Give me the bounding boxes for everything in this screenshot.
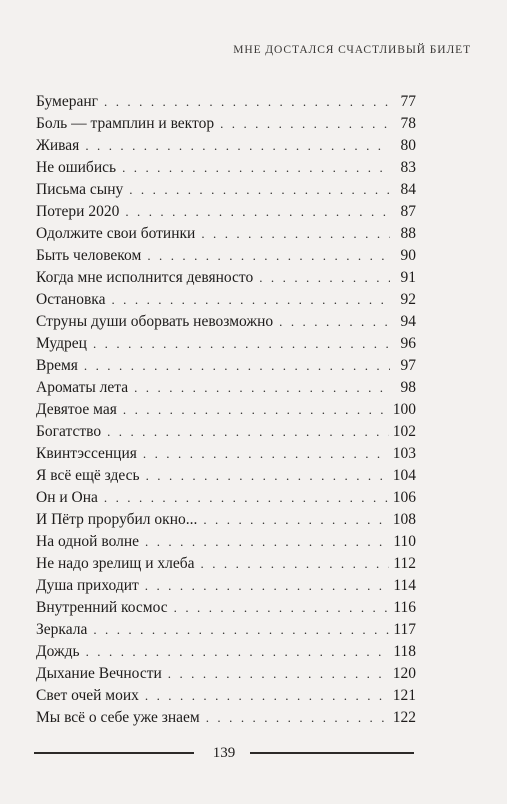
footer-rule-right bbox=[250, 752, 414, 754]
toc-entry-title: Квинтэссенция bbox=[36, 445, 137, 462]
toc-entry-page: 103 bbox=[392, 445, 416, 462]
toc-entry-page: 106 bbox=[392, 489, 416, 506]
toc-entry-page: 87 bbox=[400, 203, 416, 220]
toc-entry-page: 102 bbox=[392, 423, 416, 440]
toc-leader-dots bbox=[145, 531, 389, 553]
toc-entry-title: Дыхание Вечности bbox=[36, 665, 162, 682]
toc-entry bbox=[36, 597, 416, 619]
toc-leader-dots bbox=[123, 399, 389, 421]
toc-entry-title: Я всё ещё здесь bbox=[36, 467, 140, 484]
toc-leader-dots bbox=[134, 377, 390, 399]
toc-entry bbox=[36, 465, 416, 487]
toc-entry-page: 83 bbox=[400, 159, 416, 176]
toc-entry-title: Мудрец bbox=[36, 335, 87, 352]
toc-leader-dots bbox=[146, 465, 389, 487]
toc-entry-title: Свет очей моих bbox=[36, 687, 139, 704]
toc-entry-title: Живая bbox=[36, 137, 80, 154]
toc-entry bbox=[36, 575, 416, 597]
toc-entry-title: Ароматы лета bbox=[36, 379, 129, 396]
toc-entry-page: 78 bbox=[400, 115, 416, 132]
toc-leader-dots bbox=[107, 421, 389, 443]
toc-leader-dots bbox=[104, 91, 390, 113]
toc-leader-dots bbox=[168, 663, 389, 685]
toc-entry-title: На одной волне bbox=[36, 533, 140, 550]
toc-entry-page: 110 bbox=[393, 533, 416, 550]
toc-entry bbox=[36, 267, 416, 289]
toc-entry-page: 120 bbox=[392, 665, 416, 682]
toc-entry-page: 116 bbox=[393, 599, 416, 616]
toc-entry-page: 80 bbox=[400, 137, 416, 154]
toc-leader-dots bbox=[143, 443, 389, 465]
toc-entry-title: Душа приходит bbox=[36, 577, 139, 594]
toc-entry bbox=[36, 289, 416, 311]
toc-entry-page: 88 bbox=[400, 225, 416, 242]
table-of-contents bbox=[36, 91, 416, 729]
toc-entry-title: Время bbox=[36, 357, 78, 374]
toc-entry bbox=[36, 663, 416, 685]
toc-entry bbox=[36, 113, 416, 135]
running-head: МНЕ ДОСТАЛСЯ СЧАСТЛИВЫЙ БИЛЕТ bbox=[233, 44, 471, 56]
toc-leader-dots bbox=[147, 245, 390, 267]
toc-entry-page: 118 bbox=[393, 643, 416, 660]
toc-leader-dots bbox=[85, 135, 390, 157]
page-footer bbox=[34, 744, 414, 762]
toc-entry-page: 91 bbox=[400, 269, 416, 286]
toc-entry bbox=[36, 355, 416, 377]
toc-entry-title: Письма сыну bbox=[36, 181, 124, 198]
toc-entry-title: И Пётр прорубил окно... bbox=[36, 511, 198, 528]
toc-entry bbox=[36, 641, 416, 663]
toc-entry bbox=[36, 553, 416, 575]
toc-entry bbox=[36, 311, 416, 333]
toc-entry-page: 121 bbox=[392, 687, 416, 704]
toc-entry-title: Дождь bbox=[36, 643, 80, 660]
toc-entry-page: 112 bbox=[393, 555, 416, 572]
toc-entry bbox=[36, 443, 416, 465]
toc-entry bbox=[36, 245, 416, 267]
toc-entry-page: 117 bbox=[393, 621, 416, 638]
toc-leader-dots bbox=[93, 333, 390, 355]
toc-entry bbox=[36, 135, 416, 157]
toc-entry bbox=[36, 201, 416, 223]
toc-entry-title: Не ошибись bbox=[36, 159, 117, 176]
toc-leader-dots bbox=[201, 553, 390, 575]
toc-entry-page: 90 bbox=[400, 247, 416, 264]
toc-entry-title: Потери 2020 bbox=[36, 203, 120, 220]
toc-leader-dots bbox=[220, 113, 390, 135]
toc-leader-dots bbox=[129, 179, 390, 201]
toc-entry-page: 92 bbox=[400, 291, 416, 308]
toc-entry-page: 114 bbox=[393, 577, 416, 594]
toc-leader-dots bbox=[259, 267, 390, 289]
toc-leader-dots bbox=[174, 597, 390, 619]
toc-entry-page: 84 bbox=[400, 181, 416, 198]
toc-entry bbox=[36, 223, 416, 245]
toc-leader-dots bbox=[125, 201, 390, 223]
toc-entry-title: Струны души оборвать невозможно bbox=[36, 313, 274, 330]
toc-entry-title: Девятое мая bbox=[36, 401, 117, 418]
toc-leader-dots bbox=[93, 619, 389, 641]
toc-leader-dots bbox=[206, 707, 389, 729]
toc-leader-dots bbox=[145, 575, 390, 597]
toc-entry-title: Быть человеком bbox=[36, 247, 142, 264]
toc-leader-dots bbox=[111, 289, 390, 311]
toc-entry-title: Одолжите свои ботинки bbox=[36, 225, 196, 242]
toc-entry bbox=[36, 399, 416, 421]
toc-entry bbox=[36, 179, 416, 201]
toc-entry-title: Остановка bbox=[36, 291, 106, 308]
toc-leader-dots bbox=[104, 487, 389, 509]
toc-entry-title: Боль — трамплин и вектор bbox=[36, 115, 215, 132]
page-number: 139 bbox=[212, 745, 236, 761]
toc-entry bbox=[36, 421, 416, 443]
toc-leader-dots bbox=[279, 311, 390, 333]
toc-entry-title: Зеркала bbox=[36, 621, 88, 638]
toc-entry-title: Мы всё о себе уже знаем bbox=[36, 709, 200, 726]
toc-entry-title: Внутренний космос bbox=[36, 599, 168, 616]
toc-entry bbox=[36, 487, 416, 509]
toc-entry bbox=[36, 377, 416, 399]
toc-entry bbox=[36, 91, 416, 113]
toc-leader-dots bbox=[203, 509, 388, 531]
toc-entry-page: 96 bbox=[400, 335, 416, 352]
toc-entry-title: Он и Она bbox=[36, 489, 98, 506]
toc-entry-title: Когда мне исполнится девяносто bbox=[36, 269, 254, 286]
toc-entry-title: Бумеранг bbox=[36, 93, 99, 110]
toc-entry-page: 122 bbox=[392, 709, 416, 726]
toc-entry bbox=[36, 157, 416, 179]
toc-entry-page: 104 bbox=[392, 467, 416, 484]
toc-leader-dots bbox=[86, 641, 390, 663]
toc-entry-page: 98 bbox=[400, 379, 416, 396]
toc-entry bbox=[36, 333, 416, 355]
toc-entry bbox=[36, 707, 416, 729]
toc-entry bbox=[36, 685, 416, 707]
toc-entry-title: Богатство bbox=[36, 423, 102, 440]
toc-leader-dots bbox=[145, 685, 389, 707]
toc-entry bbox=[36, 619, 416, 641]
toc-entry-page: 94 bbox=[400, 313, 416, 330]
toc-entry-page: 108 bbox=[392, 511, 416, 528]
toc-leader-dots bbox=[84, 355, 390, 377]
toc-entry bbox=[36, 509, 416, 531]
toc-entry-page: 77 bbox=[400, 93, 416, 110]
toc-entry-page: 100 bbox=[392, 401, 416, 418]
toc-entry-page: 97 bbox=[400, 357, 416, 374]
toc-entry bbox=[36, 531, 416, 553]
toc-leader-dots bbox=[201, 223, 390, 245]
toc-leader-dots bbox=[122, 157, 390, 179]
toc-entry-title: Не надо зрелищ и хлеба bbox=[36, 555, 195, 572]
